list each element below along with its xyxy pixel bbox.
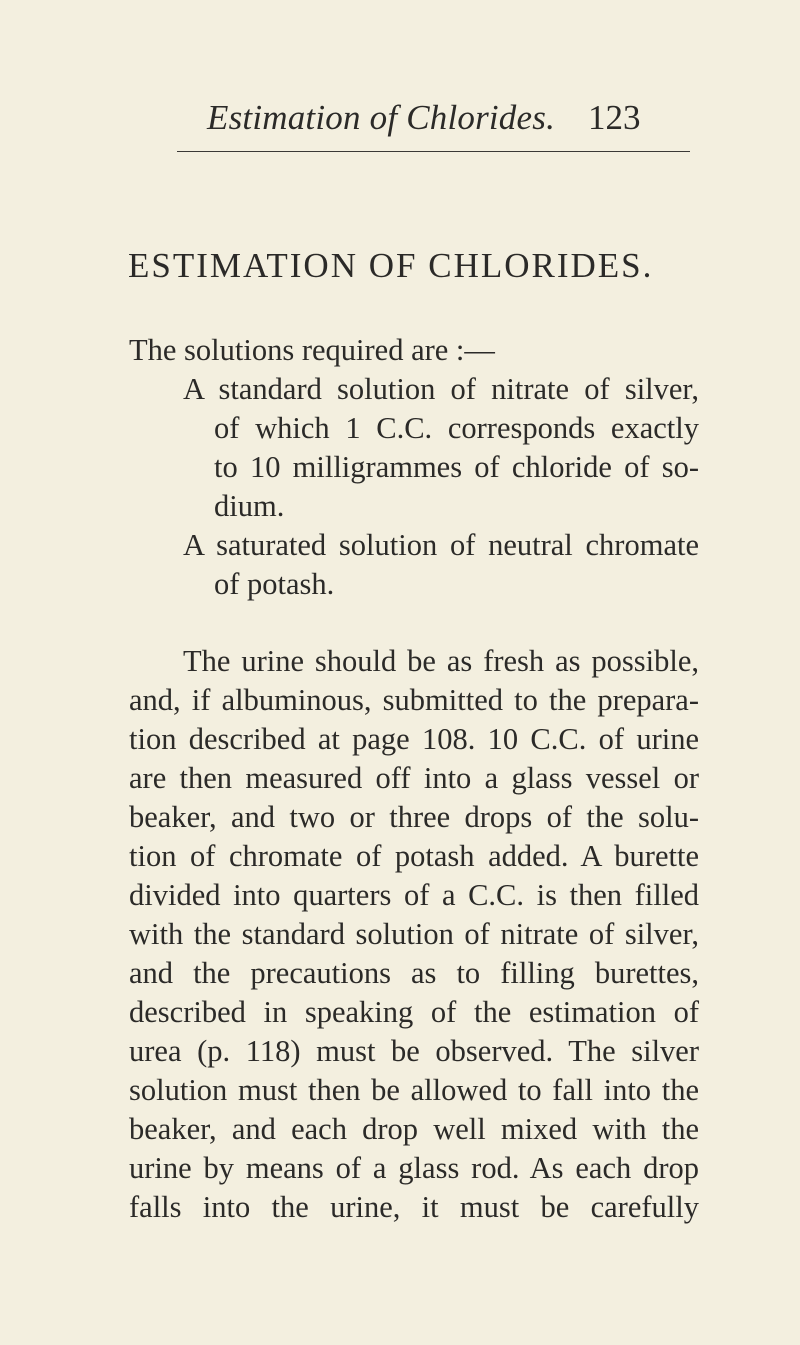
paragraph-line: solution must then be allowed to fall into the bbox=[129, 1073, 699, 1107]
running-title: Estimation of Chlorides. bbox=[207, 98, 556, 137]
paragraph-line: and, if albuminous, submitted to the prepara- bbox=[129, 683, 699, 717]
paragraph-line: and the precautions as to filling burettes, bbox=[129, 956, 699, 990]
paragraph-line: The urine should be as fresh as possible, bbox=[183, 644, 699, 678]
paragraph-line: falls into the urine, it must be carefully bbox=[129, 1190, 699, 1224]
paragraph-line: are then measured off into a glass vessel or bbox=[129, 761, 699, 795]
paragraph-line: tion described at page 108. 10 C.C. of urine bbox=[129, 722, 699, 756]
running-head bbox=[0, 98, 800, 148]
header-rule bbox=[177, 151, 690, 152]
paragraph-line: tion of chromate of potash added. A burette bbox=[129, 839, 699, 873]
page-number: 123 bbox=[588, 98, 641, 137]
paragraph-line: urine by means of a glass rod. As each drop bbox=[129, 1151, 699, 1185]
list-item-2-line: of potash. bbox=[214, 567, 335, 601]
paragraph-line: described in speaking of the estimation of bbox=[129, 995, 699, 1029]
intro-line: The solutions required are :— bbox=[129, 333, 495, 367]
list-item-1-line: dium. bbox=[214, 489, 285, 523]
paragraph-line: urea (p. 118) must be observed. The silver bbox=[129, 1034, 699, 1068]
list-item-1-line: to 10 milligrammes of chloride of so- bbox=[214, 450, 699, 484]
list-item-2-line: A saturated solution of neutral chromate bbox=[183, 528, 699, 562]
paragraph-line: beaker, and each drop well mixed with the bbox=[129, 1112, 699, 1146]
section-title: ESTIMATION OF CHLORIDES. bbox=[128, 246, 654, 285]
list-item-1-line: A standard solution of nitrate of silver, bbox=[183, 372, 699, 406]
paragraph-line: with the standard solution of nitrate of silver, bbox=[129, 917, 699, 951]
paragraph-line: beaker, and two or three drops of the solu- bbox=[129, 800, 699, 834]
paragraph-line: divided into quarters of a C.C. is then filled bbox=[129, 878, 699, 912]
list-item-1-line: of which 1 C.C. corresponds exactly bbox=[214, 411, 699, 445]
